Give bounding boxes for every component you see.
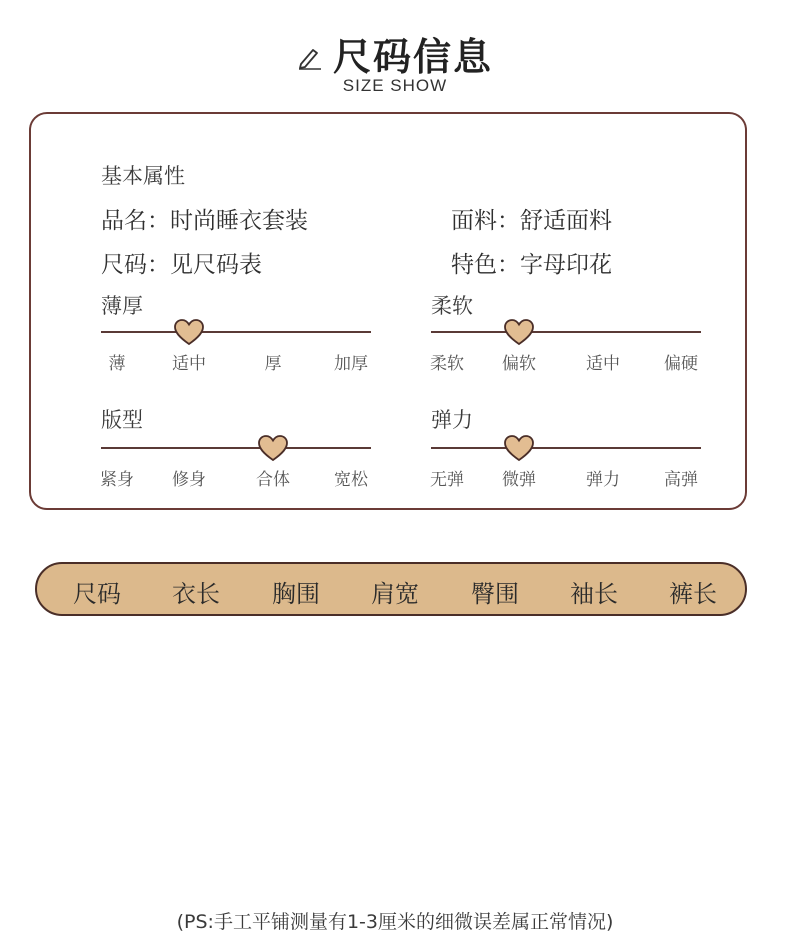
column-header-length: 衣长 bbox=[172, 580, 220, 608]
slider-track bbox=[101, 331, 371, 333]
attributes-card bbox=[29, 112, 747, 510]
page-title: 尺码信息 bbox=[332, 35, 493, 79]
slider-title-thickness: 薄厚 bbox=[101, 294, 143, 318]
attr-fabric-value: 舒适面料 bbox=[520, 208, 612, 234]
attr-size-label: 尺码： bbox=[101, 252, 170, 278]
attr-fabric-label: 面料： bbox=[451, 208, 520, 234]
slider-tick: 紧身 bbox=[100, 470, 134, 490]
slider-tick: 厚 bbox=[264, 354, 282, 374]
heart-icon bbox=[503, 318, 535, 346]
attr-feature-label: 特色： bbox=[451, 252, 520, 278]
slider-tick: 合体 bbox=[256, 470, 290, 490]
slider-track bbox=[431, 331, 701, 333]
attributes-heading: 基本属性 bbox=[101, 164, 185, 188]
slider-tick: 适中 bbox=[586, 354, 620, 374]
measurement-note: (PS:手工平铺测量有1-3厘米的细微误差属正常情况) bbox=[176, 911, 614, 933]
slider-tick: 柔软 bbox=[430, 354, 464, 374]
slider-tick: 偏硬 bbox=[664, 354, 698, 374]
column-header-bust: 胸围 bbox=[272, 580, 320, 608]
column-header-size: 尺码 bbox=[73, 580, 121, 608]
page-subtitle: SIZE SHOW bbox=[342, 76, 448, 95]
slider-track bbox=[101, 447, 371, 449]
heart-icon bbox=[257, 434, 289, 462]
attr-size bbox=[101, 246, 262, 279]
attr-fabric bbox=[451, 202, 612, 235]
slider-track bbox=[431, 447, 701, 449]
column-header-pants-length: 裤长 bbox=[669, 580, 717, 608]
slider-tick: 偏软 bbox=[502, 354, 536, 374]
slider-tick: 修身 bbox=[172, 470, 206, 490]
slider-tick: 加厚 bbox=[334, 354, 368, 374]
slider-tick: 适中 bbox=[172, 354, 206, 374]
slider-tick: 微弹 bbox=[502, 470, 536, 490]
attr-name-label: 品名： bbox=[101, 208, 170, 234]
slider-elasticity bbox=[431, 430, 701, 490]
attr-feature-value: 字母印花 bbox=[520, 252, 612, 278]
slider-fit bbox=[101, 430, 371, 490]
heart-icon bbox=[503, 434, 535, 462]
slider-tick: 无弹 bbox=[430, 470, 464, 490]
slider-thickness bbox=[101, 314, 371, 374]
attr-size-value: 见尺码表 bbox=[170, 252, 262, 278]
slider-softness bbox=[431, 314, 701, 374]
slider-tick: 高弹 bbox=[664, 470, 698, 490]
slider-tick: 宽松 bbox=[334, 470, 368, 490]
pencil-icon bbox=[297, 44, 323, 70]
title-row bbox=[297, 26, 493, 81]
column-header-shoulder: 肩宽 bbox=[371, 580, 419, 608]
slider-title-elasticity: 弹力 bbox=[431, 408, 473, 432]
heart-icon bbox=[173, 318, 205, 346]
column-header-hip: 臀围 bbox=[471, 580, 519, 608]
attr-name-value: 时尚睡衣套装 bbox=[170, 208, 308, 234]
attr-feature bbox=[451, 246, 612, 279]
slider-title-fit: 版型 bbox=[101, 408, 143, 432]
slider-title-softness: 柔软 bbox=[431, 294, 473, 318]
title-area bbox=[0, 26, 790, 81]
slider-tick: 薄 bbox=[108, 354, 126, 374]
size-table-header bbox=[35, 562, 747, 616]
attr-name bbox=[101, 202, 308, 235]
column-header-sleeve: 袖长 bbox=[570, 580, 618, 608]
slider-tick: 弹力 bbox=[586, 470, 620, 490]
